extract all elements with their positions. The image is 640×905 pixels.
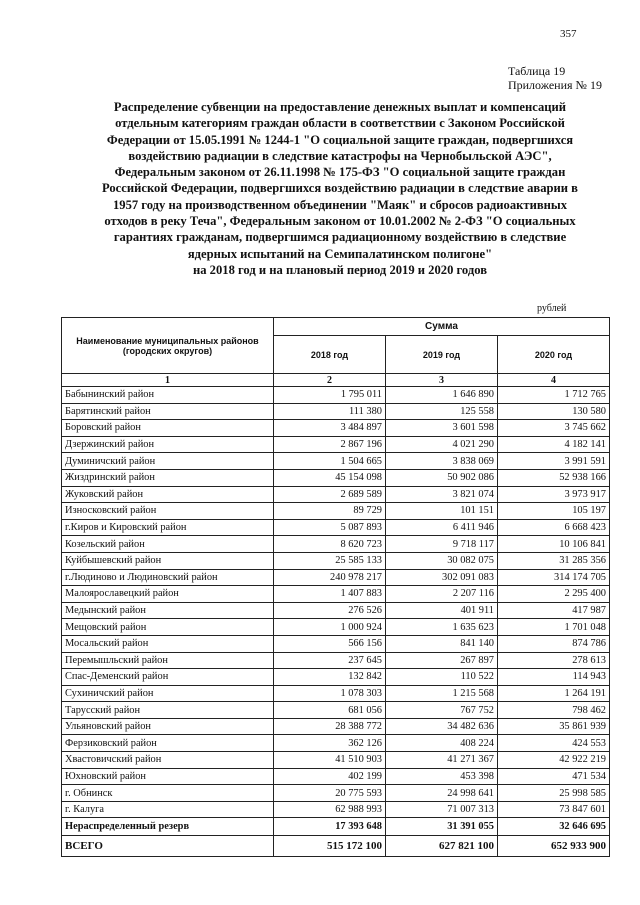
total-2018: 515 172 100 [274, 836, 386, 857]
value-2020: 3 973 917 [498, 486, 610, 503]
value-2018: 62 988 993 [274, 801, 386, 818]
value-2019: 24 998 641 [386, 785, 498, 802]
title-line: ядерных испытаний на Семипалатинском полигоне" [187, 246, 493, 261]
value-2018: 1 078 303 [274, 685, 386, 702]
table-row [62, 718, 610, 735]
reserve-row [62, 818, 610, 836]
table-row [62, 420, 610, 437]
district-name: Жиздринский район [62, 469, 274, 486]
value-2019: 4 021 290 [386, 436, 498, 453]
district-name: Барятинский район [62, 403, 274, 420]
value-2019: 1 646 890 [386, 387, 498, 404]
value-2018: 1 795 011 [274, 387, 386, 404]
subvention-table [61, 317, 610, 857]
value-2018: 28 388 772 [274, 718, 386, 735]
value-2018: 2 689 589 [274, 486, 386, 503]
value-2020: 1 712 765 [498, 387, 610, 404]
value-2018: 89 729 [274, 503, 386, 520]
table-row [62, 602, 610, 619]
value-2018: 111 380 [274, 403, 386, 420]
value-2018: 276 526 [274, 602, 386, 619]
value-2019: 50 902 086 [386, 469, 498, 486]
title-line: Российской Федерации, подвергшихся воздействию радиации в следствие аварии в [101, 181, 578, 196]
header-name-column: Наименование муниципальных районов (городских округов) [62, 318, 274, 374]
value-2018: 237 645 [274, 652, 386, 669]
value-2018: 3 484 897 [274, 420, 386, 437]
value-2019: 110 522 [386, 669, 498, 686]
table-row [62, 586, 610, 603]
district-name: Думиничский район [62, 453, 274, 470]
district-name: г.Киров и Кировский район [62, 519, 274, 536]
table-row [62, 486, 610, 503]
table-row [62, 387, 610, 404]
value-2019: 302 091 083 [386, 569, 498, 586]
value-2020: 6 668 423 [498, 519, 610, 536]
value-2018: 681 056 [274, 702, 386, 719]
title-line: отдельным категориям граждан области в соответствии с Законом Российской [115, 116, 565, 131]
district-name: Медынский район [62, 602, 274, 619]
district-name: г. Калуга [62, 801, 274, 818]
table-row [62, 552, 610, 569]
table-row [62, 702, 610, 719]
value-2018: 402 199 [274, 768, 386, 785]
title-line: воздействию радиации в следствие катастрофы на Чернобыльской АЭС", [128, 148, 552, 163]
value-2019: 408 224 [386, 735, 498, 752]
value-2019: 767 752 [386, 702, 498, 719]
district-name: Куйбышевский район [62, 552, 274, 569]
units-label: рублей [537, 303, 567, 314]
district-name: Спас-Деменский район [62, 669, 274, 686]
district-name: г.Людиново и Людиновский район [62, 569, 274, 586]
value-2020: 424 553 [498, 735, 610, 752]
value-2020: 42 922 219 [498, 752, 610, 769]
district-name: Тарусский район [62, 702, 274, 719]
value-2019: 125 558 [386, 403, 498, 420]
value-2018: 5 087 893 [274, 519, 386, 536]
district-name: Сухиничский район [62, 685, 274, 702]
value-2019: 453 398 [386, 768, 498, 785]
value-2020: 278 613 [498, 652, 610, 669]
table-row [62, 635, 610, 652]
value-2020: 25 998 585 [498, 785, 610, 802]
district-name: Боровский район [62, 420, 274, 437]
title-line: на 2018 год и на плановый период 2019 и 2020 годов [192, 262, 488, 277]
table-row [62, 619, 610, 636]
value-2018: 2 867 196 [274, 436, 386, 453]
value-2019: 41 271 367 [386, 752, 498, 769]
document-title [70, 99, 610, 278]
district-name: Хвастовичский район [62, 752, 274, 769]
appendix-number: Приложения № 19 [507, 78, 602, 92]
value-2019: 101 151 [386, 503, 498, 520]
title-line: Федерации от 15.05.1991 № 1244-1 "О социальной защите граждан, подвергшихся [106, 132, 574, 147]
page-number: 357 [560, 28, 577, 40]
value-2019: 6 411 946 [386, 519, 498, 536]
value-2018: 1 000 924 [274, 619, 386, 636]
district-name: Ульяновский район [62, 718, 274, 735]
table-row [62, 403, 610, 420]
table-row [62, 536, 610, 553]
table-number: Таблица 19 [507, 64, 566, 78]
table-row [62, 519, 610, 536]
value-2019: 31 391 055 [386, 818, 498, 836]
value-2019: 9 718 117 [386, 536, 498, 553]
value-2020: 130 580 [498, 403, 610, 420]
table-row [62, 469, 610, 486]
table-row [62, 569, 610, 586]
district-name: Малоярославецкий район [62, 586, 274, 603]
value-2018: 362 126 [274, 735, 386, 752]
value-2018: 41 510 903 [274, 752, 386, 769]
header-2018: 2018 год [274, 336, 386, 374]
value-2018: 1 504 665 [274, 453, 386, 470]
value-2019: 71 007 313 [386, 801, 498, 818]
value-2020: 31 285 356 [498, 552, 610, 569]
value-2019: 401 911 [386, 602, 498, 619]
value-2020: 114 943 [498, 669, 610, 686]
table-row [62, 652, 610, 669]
column-number: 1 [62, 374, 274, 387]
value-2019: 3 821 074 [386, 486, 498, 503]
row-name: Нераспределенный резерв [62, 818, 274, 836]
title-line: Распределение субвенции на предоставление денежных выплат и компенсаций [113, 100, 567, 114]
table-row [62, 752, 610, 769]
district-name: Мосальский район [62, 635, 274, 652]
value-2020: 3 745 662 [498, 420, 610, 437]
total-2020: 652 933 900 [498, 836, 610, 857]
total-2019: 627 821 100 [386, 836, 498, 857]
title-line: отходов в реку Теча", Федеральным законом от 10.01.2002 № 2-ФЗ "О социальных [104, 214, 576, 229]
value-2018: 25 585 133 [274, 552, 386, 569]
table-row [62, 735, 610, 752]
district-name: Перемышльский район [62, 652, 274, 669]
table-reference [508, 64, 602, 92]
header-sum: Сумма [274, 318, 610, 336]
value-2020: 314 174 705 [498, 569, 610, 586]
value-2020: 3 991 591 [498, 453, 610, 470]
value-2018: 566 156 [274, 635, 386, 652]
value-2020: 1 701 048 [498, 619, 610, 636]
value-2018: 8 620 723 [274, 536, 386, 553]
value-2020: 73 847 601 [498, 801, 610, 818]
value-2019: 267 897 [386, 652, 498, 669]
value-2020: 10 106 841 [498, 536, 610, 553]
value-2018: 240 978 217 [274, 569, 386, 586]
column-number: 2 [274, 374, 386, 387]
district-name: Козельский район [62, 536, 274, 553]
value-2019: 30 082 075 [386, 552, 498, 569]
table-row [62, 669, 610, 686]
value-2020: 471 534 [498, 768, 610, 785]
value-2019: 2 207 116 [386, 586, 498, 603]
row-name: ВСЕГО [62, 836, 274, 857]
value-2020: 35 861 939 [498, 718, 610, 735]
value-2020: 874 786 [498, 635, 610, 652]
table-row [62, 503, 610, 520]
value-2018: 1 407 883 [274, 586, 386, 603]
district-name: Ферзиковский район [62, 735, 274, 752]
district-name: Износковский район [62, 503, 274, 520]
value-2018: 17 393 648 [274, 818, 386, 836]
table-row [62, 785, 610, 802]
value-2019: 34 482 636 [386, 718, 498, 735]
table-row [62, 801, 610, 818]
value-2018: 45 154 098 [274, 469, 386, 486]
value-2020: 798 462 [498, 702, 610, 719]
table-row [62, 685, 610, 702]
value-2020: 1 264 191 [498, 685, 610, 702]
district-name: Жуковский район [62, 486, 274, 503]
value-2020: 32 646 695 [498, 818, 610, 836]
value-2020: 2 295 400 [498, 586, 610, 603]
district-name: Бабынинский район [62, 387, 274, 404]
district-name: Юхновский район [62, 768, 274, 785]
total-row [62, 836, 610, 857]
value-2019: 1 635 623 [386, 619, 498, 636]
value-2018: 20 775 593 [274, 785, 386, 802]
value-2019: 3 838 069 [386, 453, 498, 470]
value-2019: 1 215 568 [386, 685, 498, 702]
title-line: Федеральным законом от 26.11.1998 № 175-ФЗ "О социальной защите граждан [114, 165, 566, 180]
value-2020: 105 197 [498, 503, 610, 520]
value-2019: 841 140 [386, 635, 498, 652]
column-number: 3 [386, 374, 498, 387]
value-2020: 4 182 141 [498, 436, 610, 453]
title-line: гарантиях гражданам, подвергшимся радиационному воздействию в следствие [113, 230, 567, 245]
header-2020: 2020 год [498, 336, 610, 374]
title-line: 1957 году на производственном объединении "Маяк" и сбросов радиоактивных [112, 197, 568, 212]
table-row [62, 768, 610, 785]
header-2019: 2019 год [386, 336, 498, 374]
district-name: Мещовский район [62, 619, 274, 636]
table-row [62, 436, 610, 453]
value-2019: 3 601 598 [386, 420, 498, 437]
district-name: г. Обнинск [62, 785, 274, 802]
district-name: Дзержинский район [62, 436, 274, 453]
table-row [62, 453, 610, 470]
value-2020: 417 987 [498, 602, 610, 619]
value-2020: 52 938 166 [498, 469, 610, 486]
column-number: 4 [498, 374, 610, 387]
value-2018: 132 842 [274, 669, 386, 686]
